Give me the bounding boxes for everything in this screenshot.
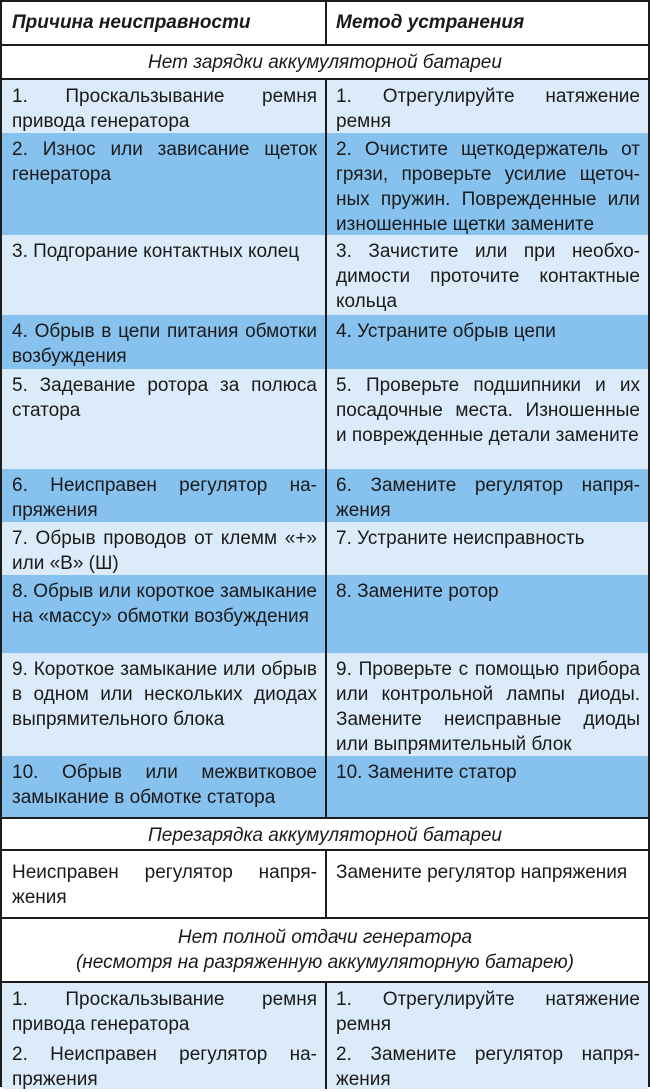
table-row <box>2 235 648 315</box>
remedy-cell: 10. Замените статор <box>325 756 648 817</box>
remedy-cell: 2. Очистите щеткодержатель от грязи, проверьте усилие щеточных пружин. Поврежденные или изношенные щетки замените <box>325 133 648 235</box>
table-row <box>2 522 648 575</box>
remedy-cell: 6. Замените регулятор напряжения <box>325 469 648 522</box>
cause-cell: 2. Износ или зависание щеток генератора <box>12 139 317 185</box>
table-row <box>2 849 648 917</box>
table-row <box>2 653 648 756</box>
table-row <box>2 1038 648 1089</box>
cause-cell: 1. Проскальзывание ремня привода генератора <box>12 86 317 132</box>
remedy-cell: 9. Проверьте с помощью прибора или контрольной лампы диоды. Замените неисправные диоды или выпрямительный блок <box>325 653 648 756</box>
table-row <box>2 575 648 653</box>
header-cause: Причина неисправности <box>12 12 251 33</box>
cause-cell: 7. Обрыв проводов от клемм «+» или «В» (Ш) <box>12 528 317 574</box>
section-title <box>2 44 648 78</box>
remedy-cell: 1. Отрегулируйте натяжение ремня <box>325 80 648 133</box>
remedy-cell: 8. Замените ротор <box>325 575 648 653</box>
table-row <box>2 981 648 1038</box>
cause-cell: 1. Проскальзывание ремня привода генератора <box>12 989 317 1035</box>
remedy-cell: 7. Устраните неисправность <box>325 522 648 575</box>
cause-cell: 4. Обрыв в цепи питания обмотки возбуждения <box>12 321 317 367</box>
section-title-text: Нет зарядки аккумуляторной батареи <box>148 52 502 73</box>
cause-cell: 8. Обрыв или короткое замыкание на «массу» обмотки возбуждения <box>12 581 317 627</box>
table-row <box>2 756 648 817</box>
table-row <box>2 78 648 133</box>
table-row <box>2 469 648 522</box>
header-remedy: Метод устранения <box>325 2 648 44</box>
section-title-text: Нет полной отдачи генератора <box>177 927 473 948</box>
remedy-cell: 2. Замените регулятор напряжения <box>325 1038 648 1089</box>
cause-cell: 3. Подгорание контактных колец <box>12 241 300 262</box>
remedy-cell: 5. Проверьте подшипники и их посадочные места. Изношенные и поврежденные детали замените <box>325 369 648 469</box>
remedy-cell: 3. Зачистите или при необходимости проточите контактные кольца <box>325 235 648 315</box>
section-title <box>2 917 648 981</box>
table-header <box>2 2 648 44</box>
cause-cell: 10. Обрыв или межвитковое замыкание в обмотке статора <box>12 762 317 808</box>
cause-cell: Неисправен регулятор напряжения <box>12 862 317 908</box>
cause-cell: 9. Короткое замыкание или обрыв в одном или нескольких диодах выпрямительного блока <box>12 659 317 730</box>
section-subtitle-text: (несмотря на разряженную аккумуляторную батарею) <box>75 952 575 973</box>
remedy-cell: 4. Устраните обрыв цепи <box>325 315 648 369</box>
table-row <box>2 133 648 235</box>
remedy-cell: 1. Отрегулируйте натяжение ремня <box>325 983 648 1038</box>
table-row <box>2 315 648 369</box>
section-title-text: Перезарядка аккумуляторной батареи <box>148 825 502 846</box>
cause-cell: 2. Неисправен регулятор напряжения <box>12 1044 317 1090</box>
remedy-cell: Замените регулятор напряжения <box>325 851 648 917</box>
table-row <box>2 369 648 469</box>
cause-cell: 5. Задевание ротора за полюса статора <box>12 375 317 421</box>
cause-cell: 6. Неисправен регулятор напряжения <box>12 475 317 521</box>
section-title <box>2 817 648 849</box>
